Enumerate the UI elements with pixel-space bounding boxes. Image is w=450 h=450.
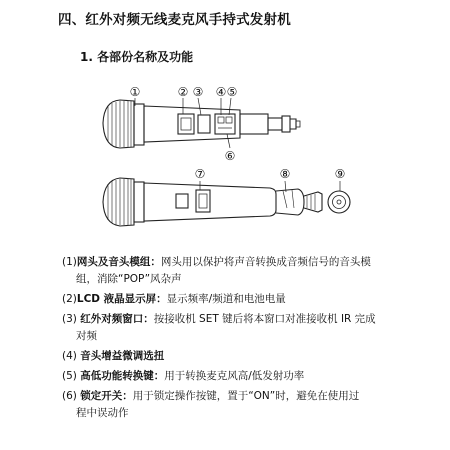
callout-1: ① xyxy=(129,85,141,99)
list-item: (1)网头及音头模组：网头用以保护将声音转换成音频信号的音头模 组，消除“POP”风杂声 xyxy=(62,256,371,285)
section-heading: 四、红外对频无线麦克风手持式发射机 xyxy=(58,12,291,28)
battery-cap xyxy=(276,189,304,215)
mesh-head-top xyxy=(103,100,134,148)
end-cap xyxy=(328,191,350,213)
lcd-window-top xyxy=(178,114,194,134)
list-item: (5) 高低功能转换键：用于转换麦克风高/低发射功率 xyxy=(62,370,305,382)
callout-9: ⑨ xyxy=(334,167,346,181)
subsection-heading: 1. 各部份名称及功能 xyxy=(80,50,194,64)
microphone-diagram xyxy=(0,78,450,250)
list-item: (2)LCD 液晶显示屏：显示频率/频道和电池电量 xyxy=(62,293,286,305)
list-item: (4) 音头增益微调选扭 xyxy=(62,350,165,362)
handle-body-top xyxy=(144,106,240,142)
mesh-head-bottom xyxy=(103,178,134,226)
callout-6: ⑥ xyxy=(224,149,236,163)
list-item: (3) 红外对频窗口：按接收机 SET 键后将本窗口对准接收机 IR 完成 对频 xyxy=(62,313,376,342)
callout-5: ⑤ xyxy=(226,85,238,99)
list-item: (6) 锁定开关：用于锁定操作按键，置于“ON”时，避免在使用过 程中误动作 xyxy=(62,390,360,419)
callout-8: ⑧ xyxy=(279,167,291,181)
callout-3: ③ xyxy=(192,85,204,99)
lcd-window-bottom xyxy=(196,190,210,212)
bottom-microphone xyxy=(103,178,350,226)
top-microphone xyxy=(103,100,300,148)
callout-7: ⑦ xyxy=(194,167,206,181)
parts-list xyxy=(62,254,422,425)
callout-2: ② xyxy=(177,85,189,99)
callout-4: ④ xyxy=(215,85,227,99)
